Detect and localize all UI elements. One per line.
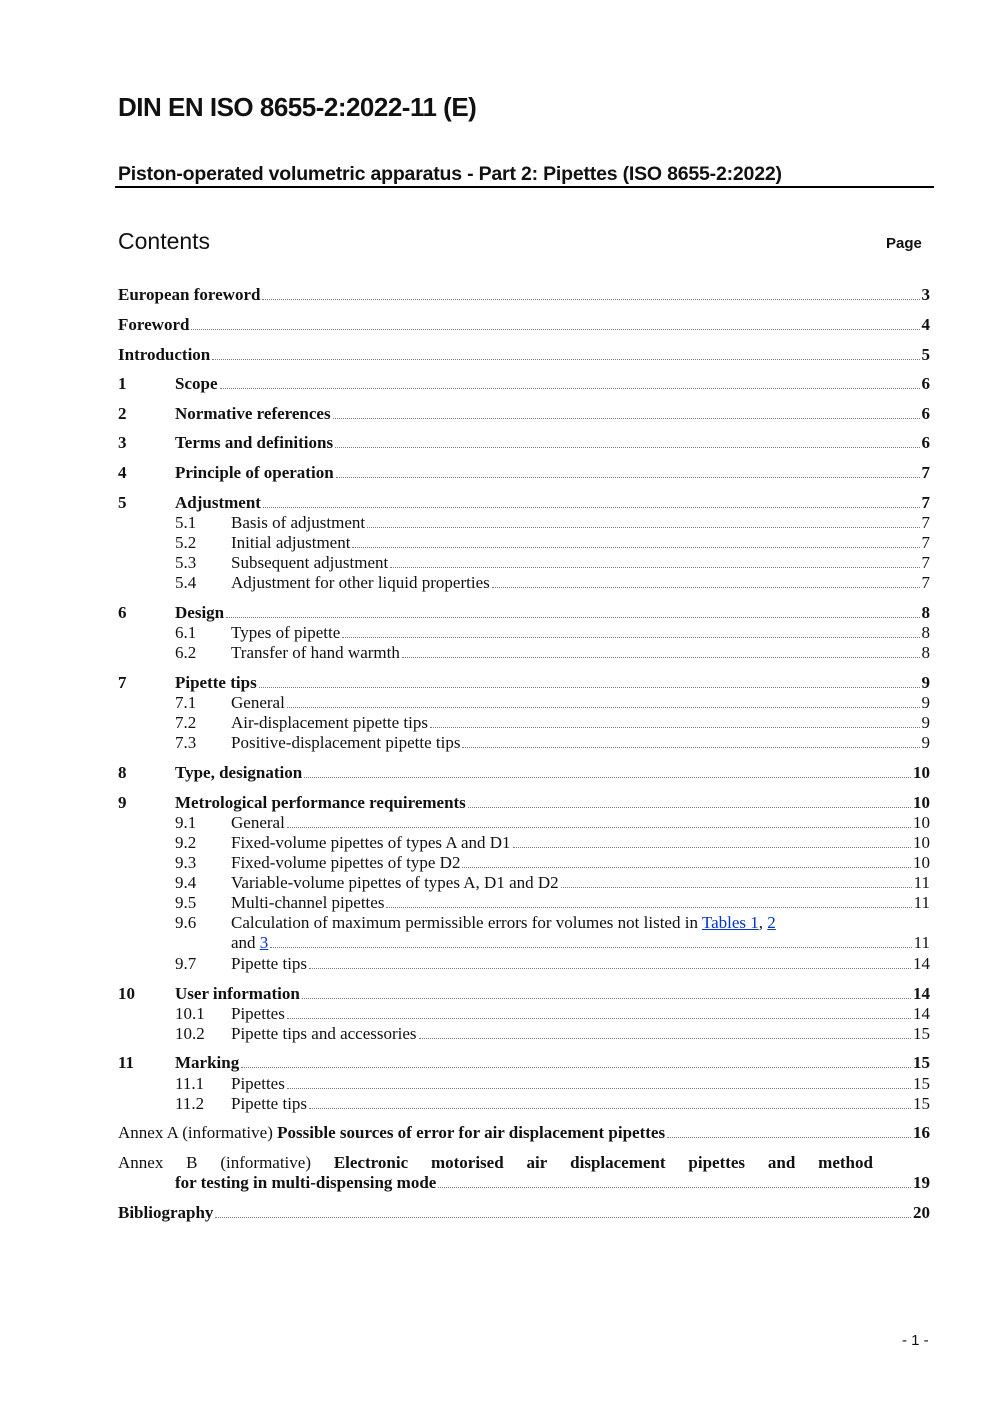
dot-leader [302,998,911,999]
dot-leader [309,968,911,969]
toc-entry-page: 7 [921,463,930,482]
toc-entry[interactable] [118,733,930,753]
dot-leader [287,707,920,708]
dot-leader [386,907,911,908]
dot-leader [226,617,919,618]
toc-entry-title: Introduction [118,345,211,364]
toc-entry[interactable] [118,763,930,783]
toc-entry-page: 11 [913,893,930,912]
dot-leader [287,1088,911,1089]
toc-entry-number: 5.4 [175,573,197,592]
toc-entry-number: 7.2 [175,713,197,732]
toc-entry[interactable] [118,673,930,693]
toc-entry-title: Basis of adjustment [231,513,366,532]
toc-entry-page: 9 [921,713,930,732]
toc-entry[interactable] [118,603,930,623]
toc-entry-title: Fixed-volume pipettes of type D2 [231,853,461,872]
annex-b-word: pipettes [688,1153,746,1172]
toc-entry-title: Design [175,603,225,622]
toc-entry-number: 3 [118,433,127,452]
toc-entry-number: 10.2 [175,1024,205,1043]
toc-entry-page: 16 [913,1123,930,1142]
toc-entry-number: 4 [118,463,127,482]
toc-entry-page: 14 [913,1004,930,1023]
dot-leader [561,887,912,888]
toc-entry-page: 3 [921,285,930,304]
toc-entry-9-6[interactable] [118,913,930,933]
toc-entry-page: 7 [921,573,930,592]
toc-entry-page: 10 [913,853,930,872]
toc-entry-page: 4 [921,315,930,334]
toc-entry-title: Pipette tips [231,954,308,973]
toc-entry-page: 19 [913,1173,930,1192]
toc-entry[interactable] [118,623,930,643]
dot-leader [468,807,911,808]
toc-entry-title: Scope [175,374,218,393]
toc-entry-number: 9.5 [175,893,197,912]
toc-entry-page: 8 [921,643,930,662]
dot-leader [335,447,919,448]
toc-entry-page: 10 [913,763,930,782]
separator: , [758,913,768,932]
toc-entry-page: 9 [921,693,930,712]
annex-b-word: method [818,1153,873,1172]
toc-entry-annex-b-line1[interactable] [118,1153,873,1173]
toc-entry-number: 9.3 [175,853,197,872]
toc-entry-number: 2 [118,404,127,423]
toc-entry[interactable] [118,793,930,813]
annex-b-word: B [186,1153,198,1172]
toc-entry-number: 6.1 [175,623,197,642]
dot-leader [419,1038,911,1039]
annex-b-word: Electronic [333,1153,409,1172]
toc-entry-title: Metrological performance requirements [175,793,466,812]
toc-entry-title: Normative references [175,404,331,423]
toc-entry[interactable] [118,1074,930,1094]
toc-entry-title: General [231,693,285,712]
toc-entry-title: Fixed-volume pipettes of types A and D1 [231,833,511,852]
toc-entry[interactable] [118,1004,930,1024]
toc-entry-number: 11 [118,1053,135,1072]
toc-entry-page: 20 [913,1203,930,1222]
toc-entry[interactable] [118,893,930,913]
toc-entry-title: General [231,813,285,832]
toc-entry-title: Pipette tips [175,673,257,692]
toc-entry-title: User information [175,984,300,1003]
dot-leader [262,299,919,300]
toc-entry[interactable] [118,954,930,974]
toc-entry-number: 5.1 [175,513,197,532]
toc-entry-title: Pipette tips [231,1094,308,1113]
toc-entry-number: 5 [118,493,127,512]
toc-entry-title [231,913,776,933]
document-id: DIN EN ISO 8655-2:2022-11 (E) [118,92,477,122]
toc-entry-number: 7 [118,673,127,692]
toc-entry-number: 7.1 [175,693,197,712]
toc-entry-number: 10 [118,984,135,1003]
toc-entry[interactable] [118,374,930,394]
annex-b-word: displacement [570,1153,666,1172]
toc-entry-title: Multi-channel pipettes [231,893,385,912]
annex-label: Annex A (informative) [118,1123,278,1142]
toc-entry-title [118,1123,665,1143]
toc-entry-title [231,933,268,953]
toc-entry-title: Foreword [118,315,190,334]
dot-leader [287,1018,911,1019]
toc-entry-title: Marking [175,1053,240,1072]
contents-heading: Contents [118,228,211,254]
document-title: Piston-operated volumetric apparatus - Part 2: Pipettes (ISO 8655-2:2022) [118,163,782,185]
dot-leader [492,587,920,588]
toc-entry-title: Pipettes [231,1004,285,1023]
toc-entry[interactable] [118,643,930,663]
link-tables-1[interactable]: Tables 1 [701,913,759,932]
toc-entry-number: 9 [118,793,127,812]
toc-entry-annex-b[interactable] [118,1173,930,1193]
toc-entry[interactable] [118,315,930,335]
toc-entry-number: 9.4 [175,873,197,892]
toc-entry-page: 6 [921,433,930,452]
toc-entry[interactable] [118,833,930,853]
title-rule [115,186,934,188]
toc-entry[interactable] [118,813,930,833]
dot-leader [191,329,919,330]
dot-leader [263,507,920,508]
toc-entry-page: 7 [921,493,930,512]
toc-entry[interactable] [118,285,930,305]
toc-entry-title: Positive-displacement pipette tips [231,733,461,752]
dot-leader [287,827,911,828]
toc-entry-page: 14 [913,984,930,1003]
dot-leader [462,867,911,868]
toc-entry-number: 9.6 [175,913,197,932]
toc-entry[interactable] [118,493,930,513]
toc-entry[interactable] [118,404,930,424]
toc-entry[interactable] [118,873,930,893]
dot-leader [259,687,920,688]
toc-entry-title: Pipettes [231,1074,285,1093]
dot-leader [270,947,911,948]
toc-entry[interactable] [118,433,930,453]
toc-entry-page: 15 [913,1053,930,1072]
toc-entry-page: 6 [921,374,930,393]
toc-entry-number: 5.2 [175,533,197,552]
toc-entry-page: 7 [921,553,930,572]
annex-b-word: motorised [430,1153,504,1172]
toc-entry-number: 6 [118,603,127,622]
toc-entry-number: 9.2 [175,833,197,852]
annex-b-word: (informative) [220,1153,311,1172]
toc-entry-number: 9.7 [175,954,197,973]
dot-leader [309,1108,911,1109]
toc-entry-title: Transfer of hand warmth [231,643,400,662]
toc-entry[interactable] [118,345,930,365]
toc-entry-title: Terms and definitions [175,433,334,452]
dot-leader [333,418,920,419]
toc-entry-title: for testing in multi-dispensing mode [175,1173,437,1192]
toc-entry-number: 9.1 [175,813,197,832]
toc-entry-title: Variable-volume pipettes of types A, D1 and D2 [231,873,559,892]
dot-leader [513,847,911,848]
dot-leader [342,637,919,638]
toc-entry-page: 7 [921,533,930,552]
toc-entry-title: Types of pipette [231,623,341,642]
dot-leader [390,567,919,568]
dot-leader [241,1067,911,1068]
toc-entry-9-6-cont[interactable] [118,933,930,953]
annex-b-word: and [767,1153,796,1172]
toc-entry-number: 1 [118,374,127,393]
toc-entry[interactable] [118,713,930,733]
toc-entry-number: 6.2 [175,643,197,662]
dot-leader [304,777,911,778]
toc-entry-page: 15 [913,1024,930,1043]
dot-leader [667,1137,911,1138]
toc-entry[interactable] [118,984,930,1004]
toc-entry[interactable] [118,1203,930,1223]
dot-leader [402,657,920,658]
toc-entry-number: 11.1 [175,1074,205,1093]
toc-entry-annex-a[interactable] [118,1123,930,1143]
toc-entry[interactable] [118,1024,930,1044]
toc-entry-page: 7 [921,513,930,532]
toc-entry-page: 15 [913,1074,930,1093]
toc-entry-title: Adjustment [175,493,261,512]
link-table-2[interactable]: 2 [767,913,776,932]
toc-entry-page: 10 [913,833,930,852]
toc-entry-title: Principle of operation [175,463,334,482]
toc-entry[interactable] [118,693,930,713]
page-number: - 1 - [902,1332,929,1349]
toc-entry[interactable] [118,513,930,533]
annex-b-word: Annex [118,1153,164,1172]
toc-entry-number: 5.3 [175,553,197,572]
toc-entry-page: 5 [921,345,930,364]
toc-entry-title: Adjustment for other liquid properties [231,573,490,592]
link-table-3[interactable]: 3 [259,933,269,952]
toc-entry-number: 10.1 [175,1004,205,1023]
toc-entry-title: European foreword [118,285,261,304]
dot-leader [438,1187,911,1188]
toc-entry-title: Initial adjustment [231,533,351,552]
toc-entry[interactable] [118,553,930,573]
toc-entry-page: 14 [913,954,930,973]
toc-entry-page: 8 [921,603,930,622]
dot-leader [352,547,919,548]
toc-entry-text: and [231,933,260,952]
toc-entry-page: 8 [921,623,930,642]
toc-entry[interactable] [118,463,930,483]
dot-leader [430,727,920,728]
toc-entry-text: Calculation of maximum permissible errors for volumes not listed in [231,913,702,932]
toc-entry[interactable] [118,1094,930,1114]
toc-entry-title: Pipette tips and accessories [231,1024,417,1043]
dot-leader [462,747,919,748]
toc-entry-number: 8 [118,763,127,782]
toc-entry-page: 9 [921,673,930,692]
toc-entry[interactable] [118,533,930,553]
toc-entry-number: 11.2 [175,1094,205,1113]
toc-entry-page: 15 [913,1094,930,1113]
toc-entry-title: Subsequent adjustment [231,553,389,572]
annex-b-word: air [526,1153,548,1172]
toc-entry-page: 10 [913,813,930,832]
dot-leader [367,527,919,528]
dot-leader [215,1217,911,1218]
dot-leader [220,388,920,389]
toc-entry-page: 9 [921,733,930,752]
toc-entry[interactable] [118,573,930,593]
toc-entry-page: 11 [913,873,930,892]
toc-entry-page: 11 [913,933,930,952]
toc-entry-page: 6 [921,404,930,423]
toc-entry[interactable] [118,853,930,873]
dot-leader [212,359,919,360]
toc-entry-title: Bibliography [118,1203,214,1222]
toc-entry-page: 10 [913,793,930,812]
toc-entry-number: 7.3 [175,733,197,752]
toc-entry[interactable] [118,1053,930,1073]
toc-entry-title: Air-displacement pipette tips [231,713,428,732]
page-column-label: Page [886,235,922,252]
annex-title: Possible sources of error for air displacement pipettes [277,1123,666,1142]
toc-entry-title: Type, designation [175,763,303,782]
dot-leader [336,477,920,478]
